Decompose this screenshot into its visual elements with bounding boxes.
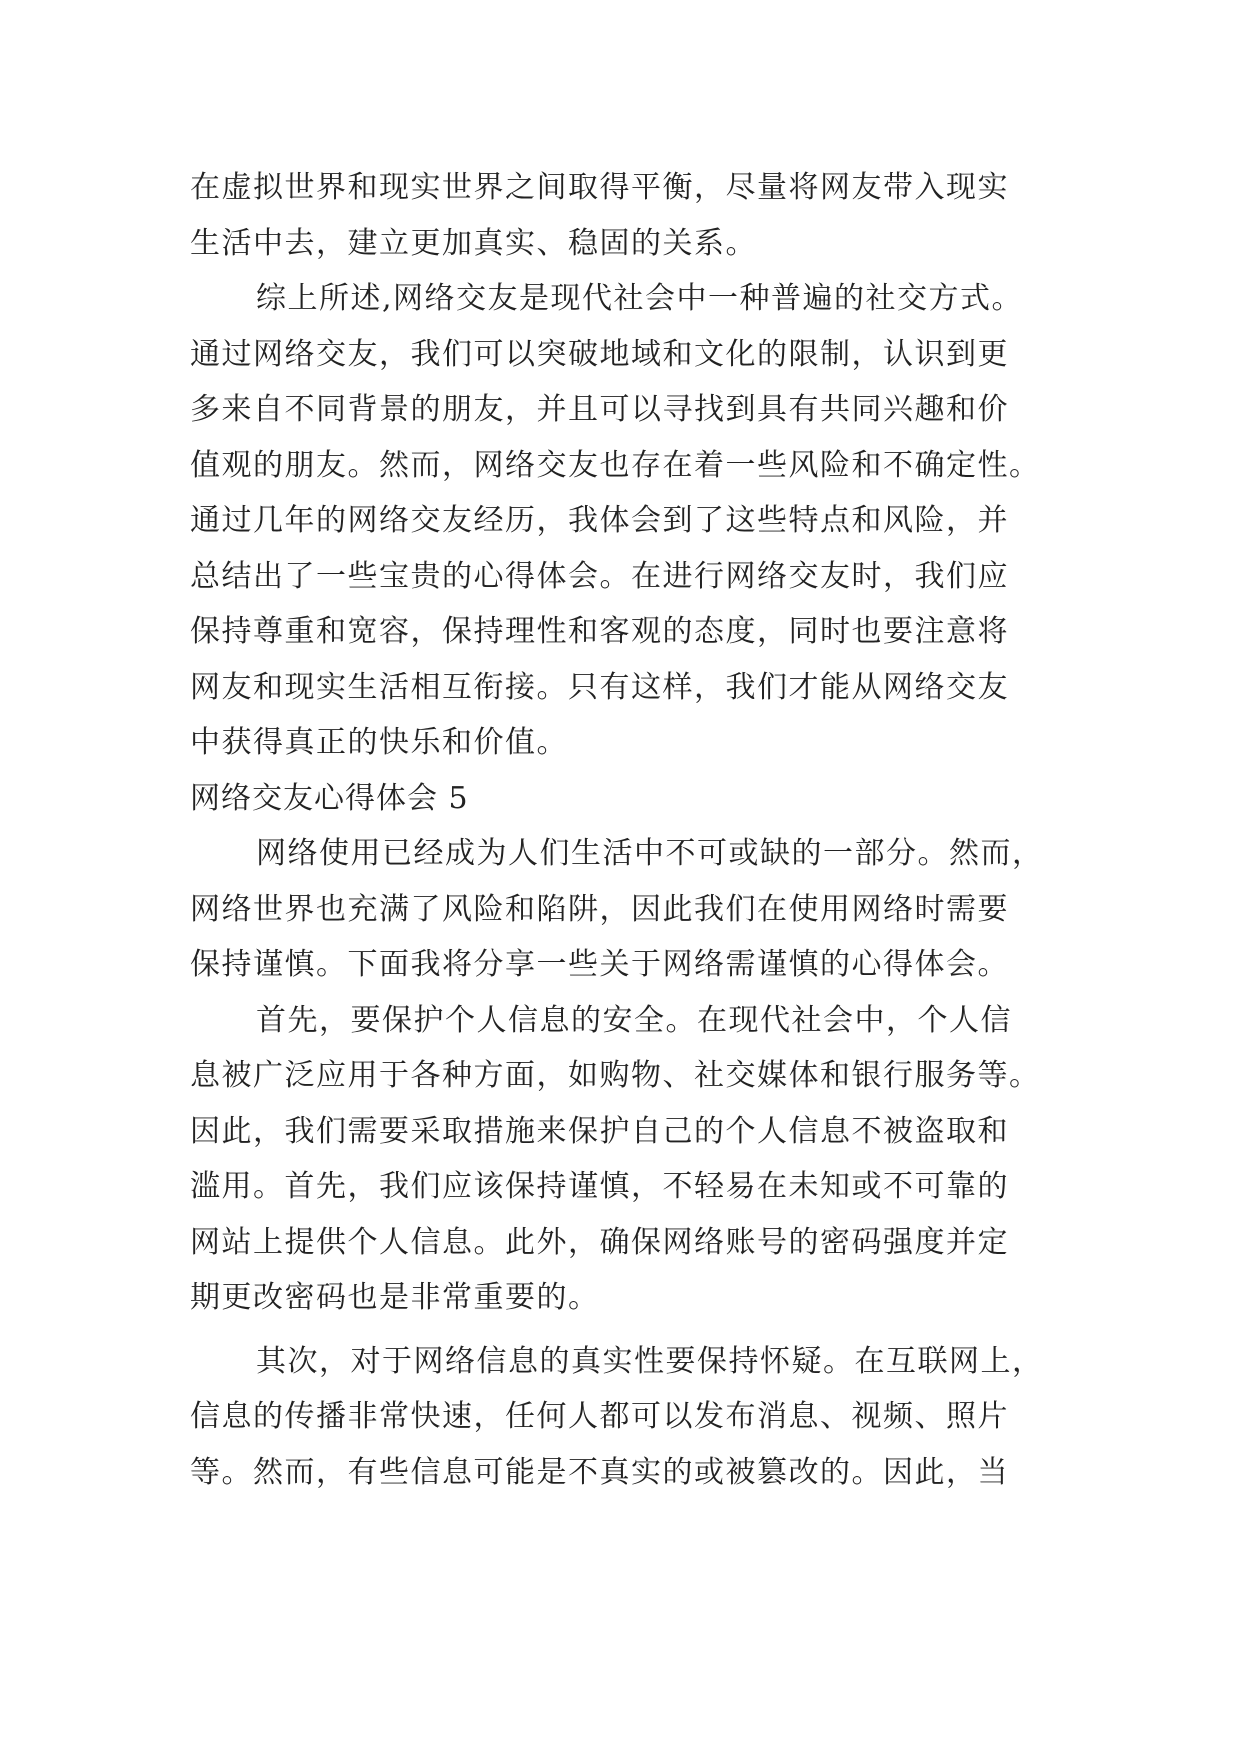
- text-line: 值观的朋友。然而，网络交友也存在着一些风险和不确定性。: [190, 447, 1041, 483]
- text-line: 网站上提供个人信息。此外，确保网络账号的密码强度并定: [190, 1224, 1009, 1260]
- text-line: 保持谨慎。下面我将分享一些关于网络需谨慎的心得体会。: [190, 947, 1009, 982]
- text-line: 期更改密码也是非常重要的。: [190, 1280, 600, 1315]
- paragraph-first-line: 其次，对于网络信息的真实性要保持怀疑。在互联网上，: [256, 1343, 1044, 1379]
- section-heading: 网络交友心得体会 5: [190, 780, 469, 816]
- text-line: 多来自不同背景的朋友，并且可以寻找到具有共同兴趣和价: [190, 392, 1009, 427]
- paragraph-first-line: 综上所述,网络交友是现代社会中一种普遍的社交方式。: [256, 281, 1024, 316]
- text-line: 网络世界也充满了风险和陷阱，因此我们在使用网络时需要: [190, 891, 1009, 927]
- text-line: 滥用。首先，我们应该保持谨慎，不轻易在未知或不可靠的: [190, 1169, 1009, 1204]
- paragraph-spacer: [190, 1326, 1070, 1334]
- text-line: 信息的传播非常快速，任何人都可以发布消息、视频、照片: [190, 1399, 1009, 1434]
- text-line: 生活中去，建立更加真实、稳固的关系。: [190, 225, 757, 261]
- text-line: 通过几年的网络交友经历，我体会到了这些特点和风险，并: [190, 503, 1009, 538]
- text-line: 等。然而，有些信息可能是不真实的或被篡改的。因此，当: [190, 1454, 1009, 1490]
- paragraph-first-line: 首先，要保护个人信息的安全。在现代社会中，个人信: [256, 1002, 1012, 1038]
- text-line: 在虚拟世界和现实世界之间取得平衡，尽量将网友带入现实: [190, 170, 1009, 205]
- text-line: 通过网络交友，我们可以突破地域和文化的限制，认识到更: [190, 336, 1009, 372]
- paragraph-first-line: 网络使用已经成为人们生活中不可或缺的一部分。然而，: [256, 836, 1044, 871]
- document-body: [190, 160, 1070, 1500]
- text-line: 总结出了一些宝贵的心得体会。在进行网络交友时，我们应: [190, 558, 1009, 594]
- text-line: 中获得真正的快乐和价值。: [190, 725, 568, 760]
- text-line: 保持尊重和宽容，保持理性和客观的态度，同时也要注意将: [190, 614, 1009, 649]
- text-line: 因此，我们需要采取措施来保护自己的个人信息不被盗取和: [190, 1113, 1009, 1149]
- text-line: 网友和现实生活相互衔接。只有这样，我们才能从网络交友: [190, 669, 1009, 705]
- text-line: 息被广泛应用于各种方面，如购物、社交媒体和银行服务等。: [190, 1058, 1041, 1093]
